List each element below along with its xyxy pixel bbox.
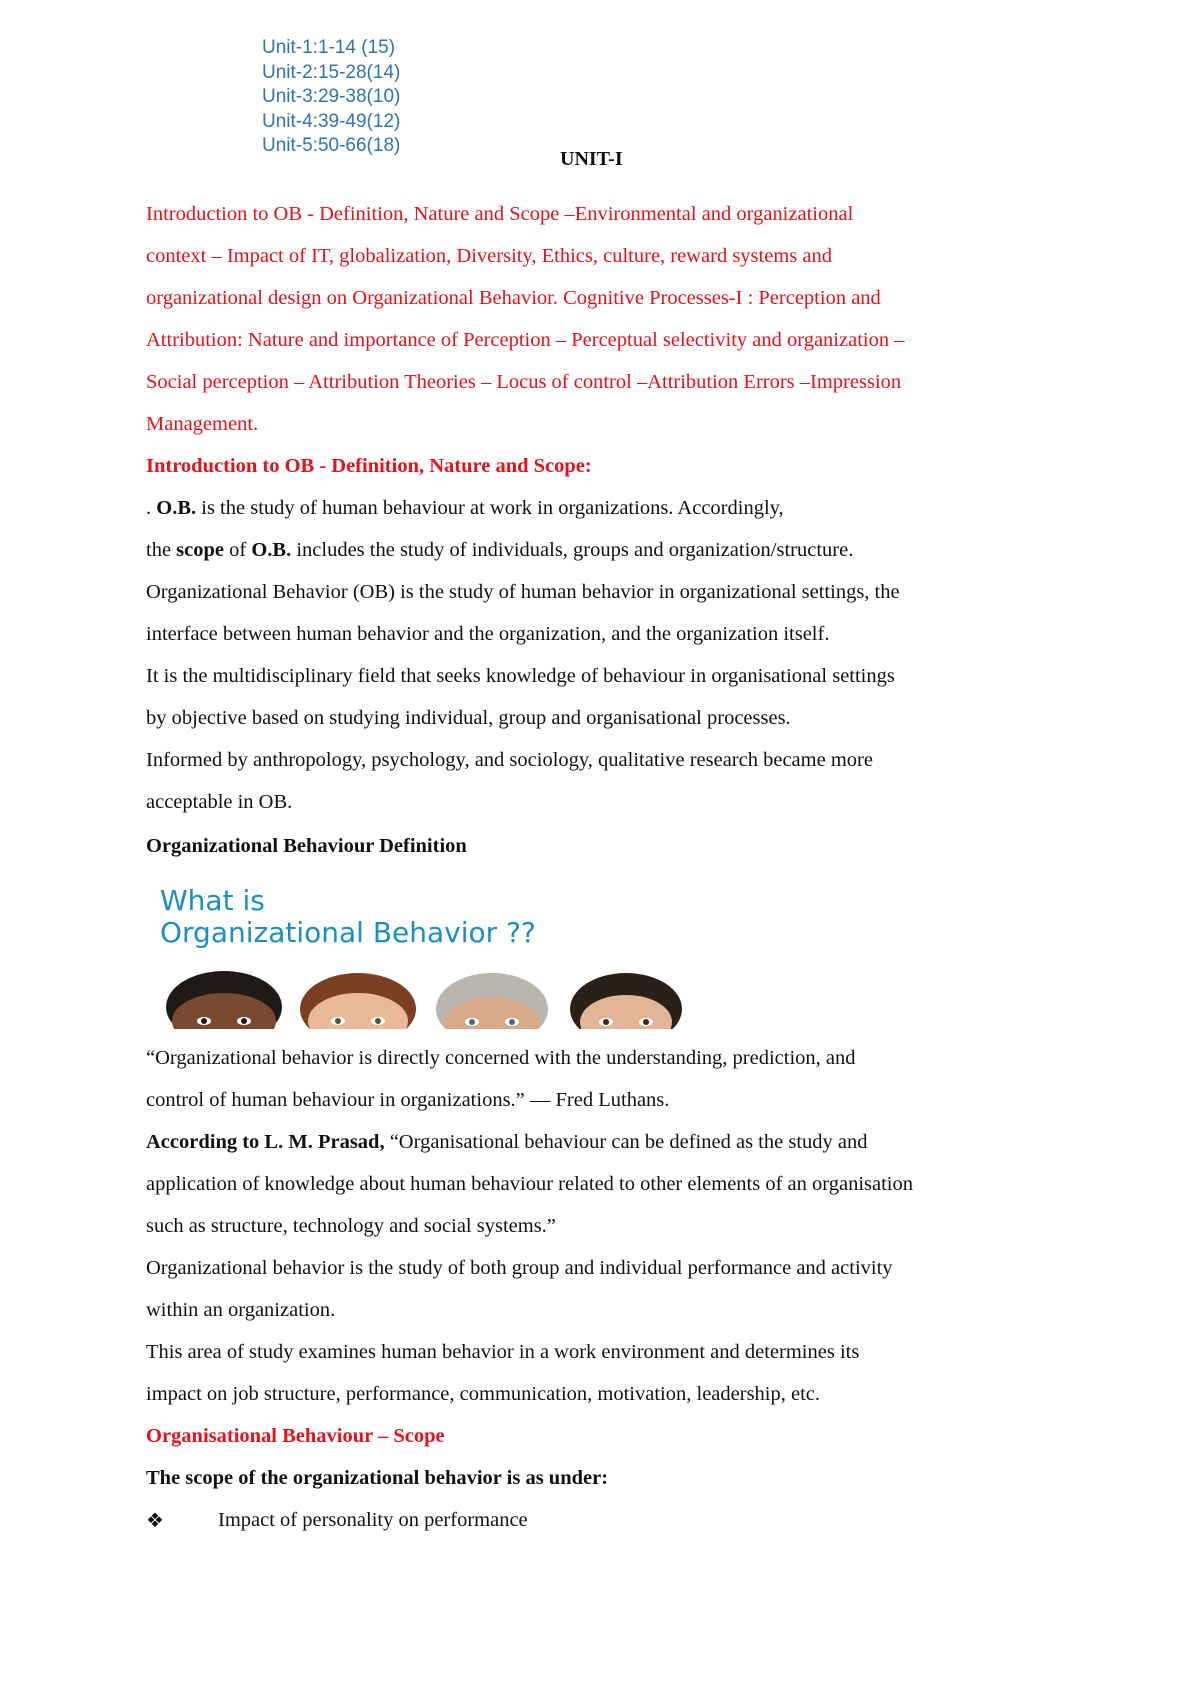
body-line: Organizational Behavior (OB) is the study of human behavior in organizational settings, the [146, 581, 900, 603]
unit-index-line: Unit-2:15-28(14) [262, 61, 401, 83]
prasad-attribution: According to L. M. Prasad, [146, 1131, 385, 1153]
scope-subheading: The scope of the organizational behavior is as under: [146, 1467, 609, 1489]
syllabus-line: context – Impact of IT, globalization, Diversity, Ethics, culture, reward systems and [146, 245, 832, 267]
unit-page-index [262, 36, 400, 159]
syllabus-line: Management. [146, 413, 259, 435]
faces-illustration [146, 959, 720, 1029]
unit-heading: UNIT-I [560, 148, 623, 170]
body-line: interface between human behavior and the organization, and the organization itself. [146, 623, 830, 645]
scope-heading: Organisational Behaviour – Scope [146, 1425, 445, 1447]
syllabus-block [146, 193, 1086, 445]
body-line: Organizational behavior is the study of both group and individual performance and activity [146, 1257, 893, 1279]
ob-intro-line-1 [146, 487, 1086, 529]
ob-intro-text: is the study of human behaviour at work in organizations. Accordingly, [196, 497, 784, 519]
unit-index-line: Unit-1:1-14 (15) [262, 37, 396, 58]
diamond-bullet-icon: ❖ [146, 1508, 164, 1532]
section-heading-introduction: Introduction to OB - Definition, Nature and Scope: [146, 455, 592, 477]
luthans-quote-line: control of human behaviour in organizations.” — Fred Luthans. [146, 1089, 670, 1111]
face-2 [300, 973, 416, 1029]
prasad-line-3: such as structure, technology and social systems.” [146, 1215, 556, 1237]
prasad-line-2: application of knowledge about human behaviour related to other elements of an organisation [146, 1173, 913, 1195]
face-1 [166, 971, 282, 1029]
prasad-quote-text: “Organisational behaviour can be defined as the study and [384, 1131, 868, 1153]
syllabus-line: Attribution: Nature and importance of Perception – Perceptual selectivity and organization – [146, 329, 905, 351]
face-3 [436, 973, 548, 1029]
syllabus-line: organizational design on Organizational Behavior. Cognitive Processes-I : Perception and [146, 287, 881, 309]
body-line: within an organization. [146, 1299, 336, 1321]
syllabus-line: Social perception – Attribution Theories – Locus of control –Attribution Errors –Impression [146, 371, 902, 393]
ob-intro-text: the [146, 539, 177, 561]
scope-item-text: Impact of personality on performance [218, 1509, 528, 1531]
what-is-ob-banner-image [146, 877, 720, 1029]
body-line: Informed by anthropology, psychology, and sociology, qualitative research became more [146, 749, 873, 771]
ob-intro-text: of [224, 539, 252, 561]
ob-abbreviation: O.B. [251, 539, 292, 561]
ob-intro-line-2 [146, 529, 1086, 571]
banner-title-line-2: Organizational Behavior ?? [160, 916, 536, 949]
ob-abbreviation: O.B. [156, 497, 197, 519]
unit-index-line: Unit-3:29-38(10) [262, 86, 401, 107]
ob-intro-prefix: . [146, 497, 157, 519]
definition-heading: Organizational Behaviour Definition [146, 835, 467, 857]
luthans-quote-line: “Organizational behavior is directly concerned with the understanding, prediction, and [146, 1047, 856, 1069]
unit-index-line: Unit-4:39-49(12) [262, 110, 401, 132]
ob-intro-text: includes the study of individuals, groups and organization/structure. [291, 539, 854, 561]
body-line: impact on job structure, performance, communication, motivation, leadership, etc. [146, 1383, 821, 1405]
document-body [146, 193, 1086, 1541]
scope-list-item [146, 1499, 1086, 1541]
unit-index-line: Unit-5:50-66(18) [262, 135, 401, 156]
syllabus-line: Introduction to OB - Definition, Nature and Scope –Environmental and organizational [146, 203, 854, 225]
banner-title-line-1: What is [160, 884, 265, 917]
body-line: It is the multidisciplinary field that seeks knowledge of behaviour in organisational settings [146, 665, 895, 687]
body-line: This area of study examines human behavior in a work environment and determines its [146, 1341, 860, 1363]
body-line: acceptable in OB. [146, 791, 293, 813]
prasad-line-1 [146, 1121, 1086, 1163]
face-4 [570, 973, 682, 1029]
scope-word: scope [176, 539, 224, 561]
body-line: by objective based on studying individual, group and organisational processes. [146, 707, 791, 729]
